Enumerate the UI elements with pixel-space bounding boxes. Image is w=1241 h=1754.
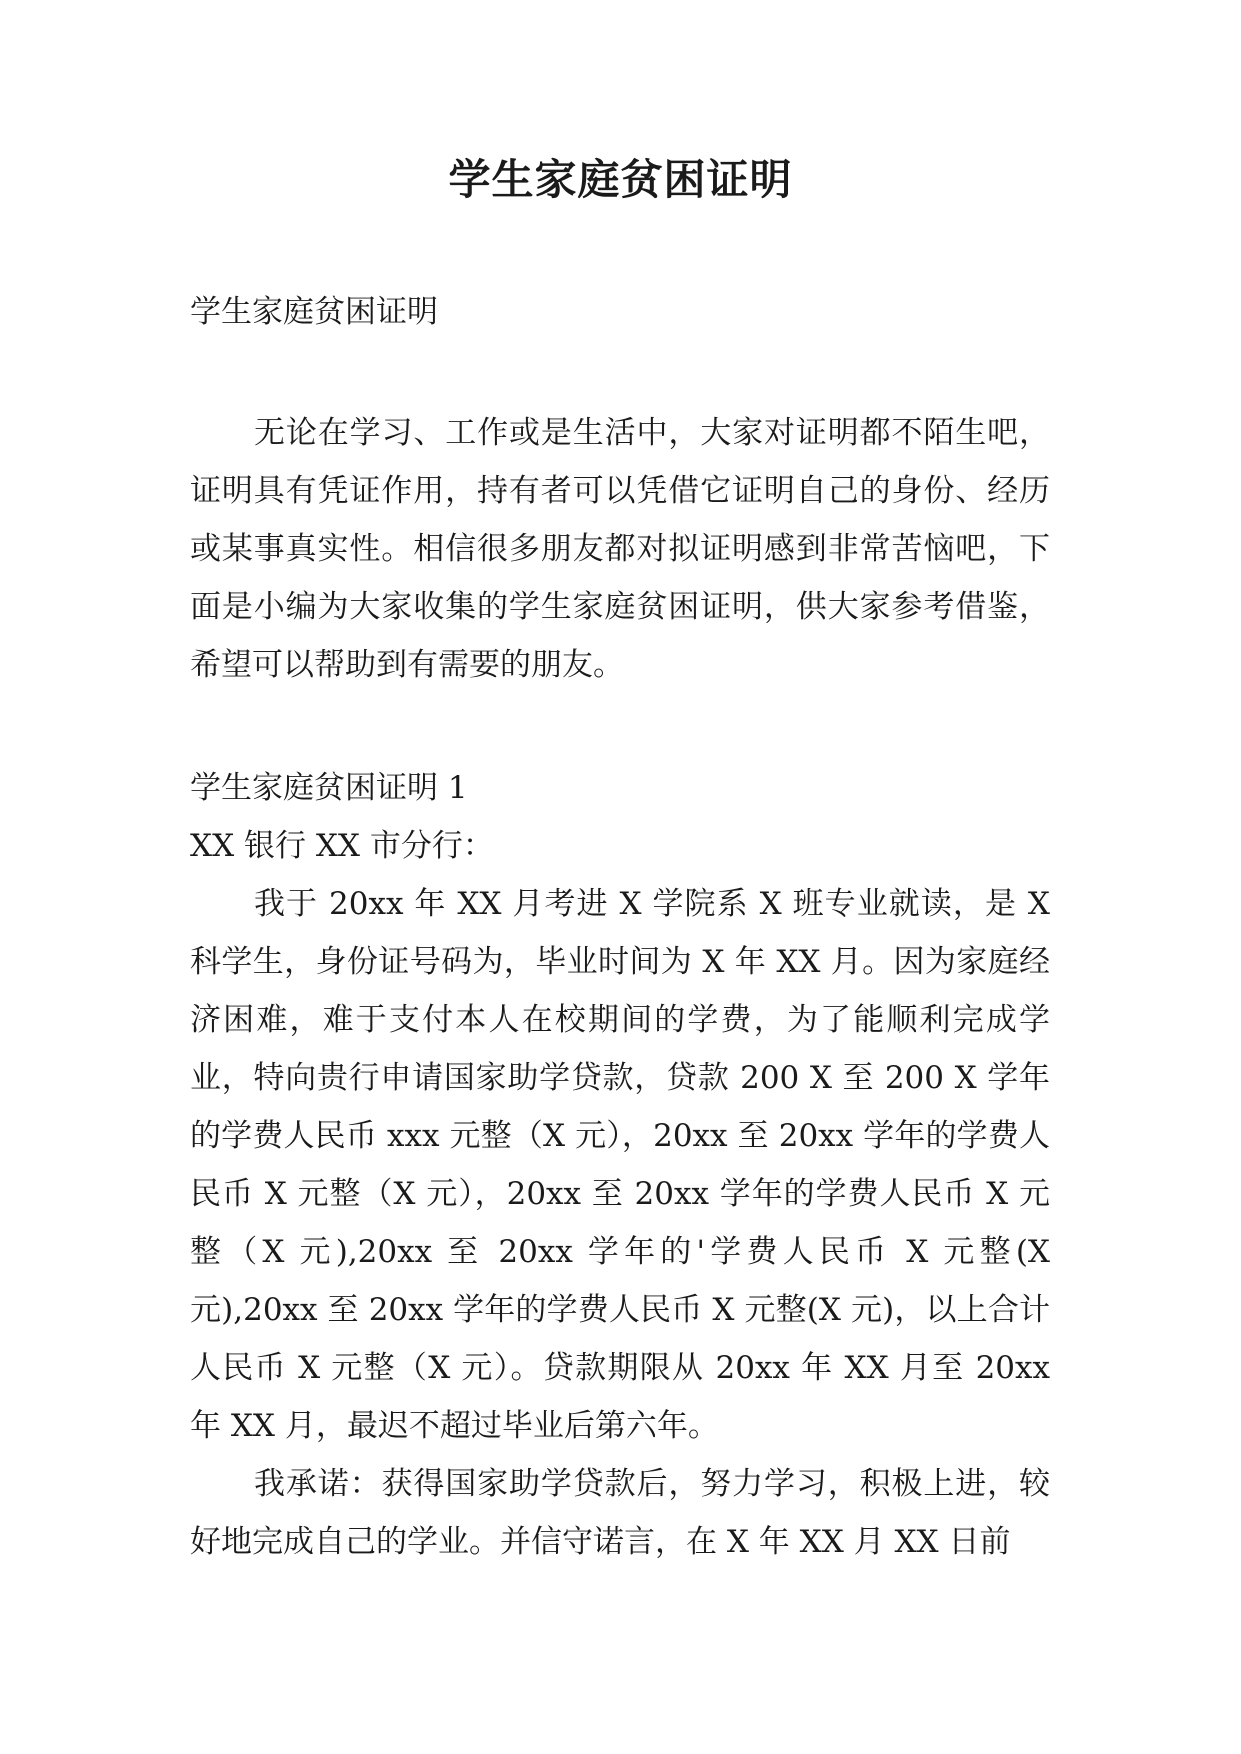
section-heading: 学生家庭贫困证明 1 [190,770,468,806]
letter-addressee: XX 银行 XX 市分行： [190,828,494,864]
spacer [190,334,1050,404]
document-body [190,290,1050,1571]
spacer [190,694,1050,759]
intro-paragraph: 无论在学习、工作或是生活中，大家对证明都不陌生吧，证明具有凭证作用，持有者可以凭借它证明自己的身份、经历或某事真实性。相信很多朋友都对拟证明感到非常苦恼吧，下面是小编为大家收集的学生家庭贫困证明，供大家参考借鉴，希望可以帮助到有需要的朋友。 [190,415,1050,683]
body-paragraph-1: 我于 20xx 年 XX 月考进 X 学院系 X 班专业就读，是 X 科学生，身份证号码为，毕业时间为 X 年 XX 月。因为家庭经济困难，难于支付本人在校期间的学费，为了能顺利完成学业，特向贵行申请国家助学贷款，贷款 200 X 至 200 X 学年的学费人民币 xxx 元整（X 元），20xx 至 20xx 学年的学费人民币 X 元整（X 元），20xx 至 20xx 学年的学费人民币 X 元整（X 元),20xx 至 20xx 学年的'学费人民币 X 元整(X 元),20xx 至 20xx 学年的学费人民币 X 元整(X 元)，以上合计人民币 X 元整（X 元）。贷款期限从 20xx 年 XX 月至 20xx 年 XX 月，最迟不超过毕业后第六年。 [190,886,1050,1444]
document-subtitle: 学生家庭贫困证明 [190,294,438,330]
document-title: 学生家庭贫困证明 [448,155,793,204]
body-paragraph-2: 我承诺：获得国家助学贷款后，努力学习，积极上进，较好地完成自己的学业。并信守诺言，在 X 年 XX 月 XX 日前 [190,1466,1050,1560]
